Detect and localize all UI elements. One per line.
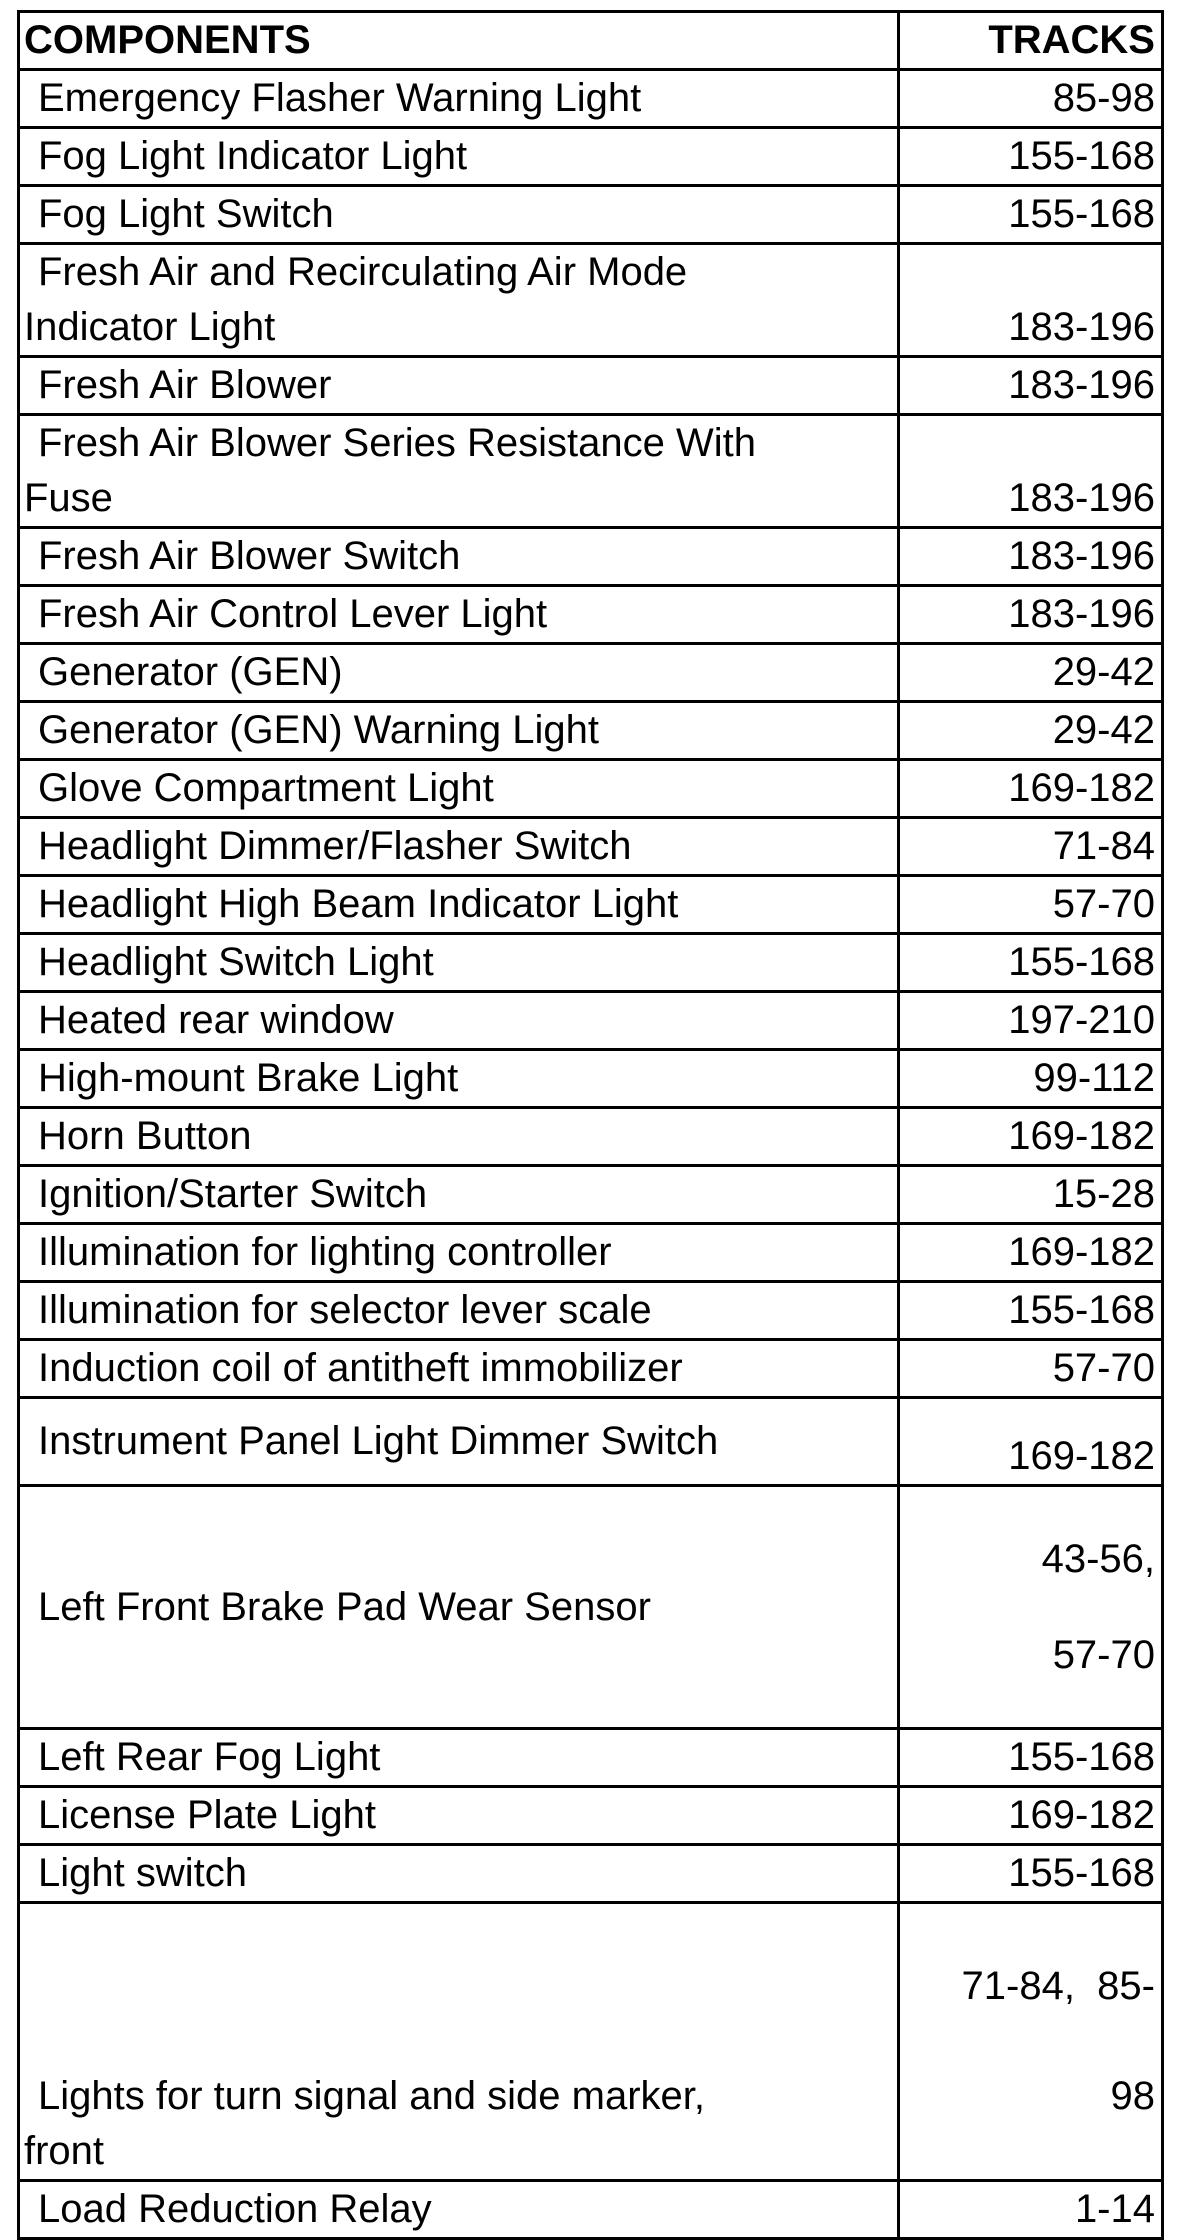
table-row bbox=[19, 357, 1163, 415]
table-row bbox=[19, 128, 1163, 186]
tracks-cell: 43-56, 57-70 bbox=[899, 1486, 1163, 1729]
column-header-tracks: TRACKS bbox=[899, 12, 1163, 70]
component-cell: Fresh Air Blower Switch bbox=[19, 528, 899, 586]
tracks-cell: 15-28 bbox=[899, 1166, 1163, 1224]
tracks-cell: 169-182 bbox=[899, 1108, 1163, 1166]
tracks-cell: 155-168 bbox=[899, 934, 1163, 992]
table-row bbox=[19, 760, 1163, 818]
component-cell: Fresh Air Blower bbox=[19, 357, 899, 415]
tracks-cell: 57-70 bbox=[899, 876, 1163, 934]
tracks-cell: 99-112 bbox=[899, 1050, 1163, 1108]
component-cell: Generator (GEN) Warning Light bbox=[19, 702, 899, 760]
component-cell: Illumination for selector lever scale bbox=[19, 1282, 899, 1340]
table-row bbox=[19, 186, 1163, 244]
component-cell: Ignition/Starter Switch bbox=[19, 1166, 899, 1224]
tracks-cell: 183-196 bbox=[899, 586, 1163, 644]
component-cell: Headlight Dimmer/Flasher Switch bbox=[19, 818, 899, 876]
component-cell: Fresh Air and Recirculating Air Mode Indicator Light bbox=[19, 244, 899, 357]
table-row bbox=[19, 1224, 1163, 1282]
tracks-cell: 155-168 bbox=[899, 1845, 1163, 1903]
table-row bbox=[19, 586, 1163, 644]
table-row bbox=[19, 1845, 1163, 1903]
tracks-cell: 155-168 bbox=[899, 128, 1163, 186]
column-header-components: COMPONENTS bbox=[19, 12, 899, 70]
component-cell: Light switch bbox=[19, 1845, 899, 1903]
component-cell: Horn Button bbox=[19, 1108, 899, 1166]
component-cell: Load Reduction Relay bbox=[19, 2181, 899, 2239]
table-row bbox=[19, 644, 1163, 702]
component-cell: Fog Light Indicator Light bbox=[19, 128, 899, 186]
component-cell: High-mount Brake Light bbox=[19, 1050, 899, 1108]
tracks-cell: 169-182 bbox=[899, 760, 1163, 818]
table-row bbox=[19, 1050, 1163, 1108]
component-cell: Instrument Panel Light Dimmer Switch bbox=[19, 1398, 899, 1486]
table-row bbox=[19, 1398, 1163, 1486]
tracks-cell: 197-210 bbox=[899, 992, 1163, 1050]
component-cell: Headlight Switch Light bbox=[19, 934, 899, 992]
component-cell: Induction coil of antitheft immobilizer bbox=[19, 1340, 899, 1398]
component-cell: Generator (GEN) bbox=[19, 644, 899, 702]
tracks-cell: 71-84, 85- 98 bbox=[899, 1903, 1163, 2181]
tracks-cell: 183-196 bbox=[899, 244, 1163, 357]
table-header-row bbox=[19, 12, 1163, 70]
table-row bbox=[19, 876, 1163, 934]
table-row bbox=[19, 1166, 1163, 1224]
components-tracks-table bbox=[17, 10, 1164, 2240]
tracks-cell: 169-182 bbox=[899, 1787, 1163, 1845]
component-cell: Lights for turn signal and side marker, front bbox=[19, 1903, 899, 2181]
table-row bbox=[19, 2181, 1163, 2239]
tracks-cell: 155-168 bbox=[899, 1729, 1163, 1787]
table-row bbox=[19, 702, 1163, 760]
table-row bbox=[19, 818, 1163, 876]
component-cell: Illumination for lighting controller bbox=[19, 1224, 899, 1282]
tracks-cell: 169-182 bbox=[899, 1224, 1163, 1282]
table-row bbox=[19, 1486, 1163, 1729]
tracks-cell: 1-14 bbox=[899, 2181, 1163, 2239]
tracks-cell: 57-70 bbox=[899, 1340, 1163, 1398]
table-row bbox=[19, 70, 1163, 128]
table-row bbox=[19, 244, 1163, 357]
component-cell: Left Rear Fog Light bbox=[19, 1729, 899, 1787]
tracks-cell: 183-196 bbox=[899, 415, 1163, 528]
table-row bbox=[19, 415, 1163, 528]
table-row bbox=[19, 528, 1163, 586]
component-cell: Heated rear window bbox=[19, 992, 899, 1050]
component-cell: Fog Light Switch bbox=[19, 186, 899, 244]
tracks-cell: 29-42 bbox=[899, 702, 1163, 760]
tracks-cell: 155-168 bbox=[899, 1282, 1163, 1340]
tracks-cell: 85-98 bbox=[899, 70, 1163, 128]
table-row bbox=[19, 934, 1163, 992]
tracks-cell: 183-196 bbox=[899, 357, 1163, 415]
component-cell: Left Front Brake Pad Wear Sensor bbox=[19, 1486, 899, 1729]
tracks-cell: 29-42 bbox=[899, 644, 1163, 702]
tracks-cell: 155-168 bbox=[899, 186, 1163, 244]
component-cell: Glove Compartment Light bbox=[19, 760, 899, 818]
tracks-cell: 183-196 bbox=[899, 528, 1163, 586]
tracks-cell: 71-84 bbox=[899, 818, 1163, 876]
table-row bbox=[19, 992, 1163, 1050]
component-cell: License Plate Light bbox=[19, 1787, 899, 1845]
component-cell: Headlight High Beam Indicator Light bbox=[19, 876, 899, 934]
component-cell: Fresh Air Control Lever Light bbox=[19, 586, 899, 644]
table-row bbox=[19, 1340, 1163, 1398]
table-row bbox=[19, 1282, 1163, 1340]
tracks-cell: 169-182 bbox=[899, 1398, 1163, 1486]
component-cell: Fresh Air Blower Series Resistance With Fuse bbox=[19, 415, 899, 528]
component-cell: Emergency Flasher Warning Light bbox=[19, 70, 899, 128]
table-row bbox=[19, 1903, 1163, 2181]
table-row bbox=[19, 1787, 1163, 1845]
table-row bbox=[19, 1729, 1163, 1787]
table-row bbox=[19, 1108, 1163, 1166]
